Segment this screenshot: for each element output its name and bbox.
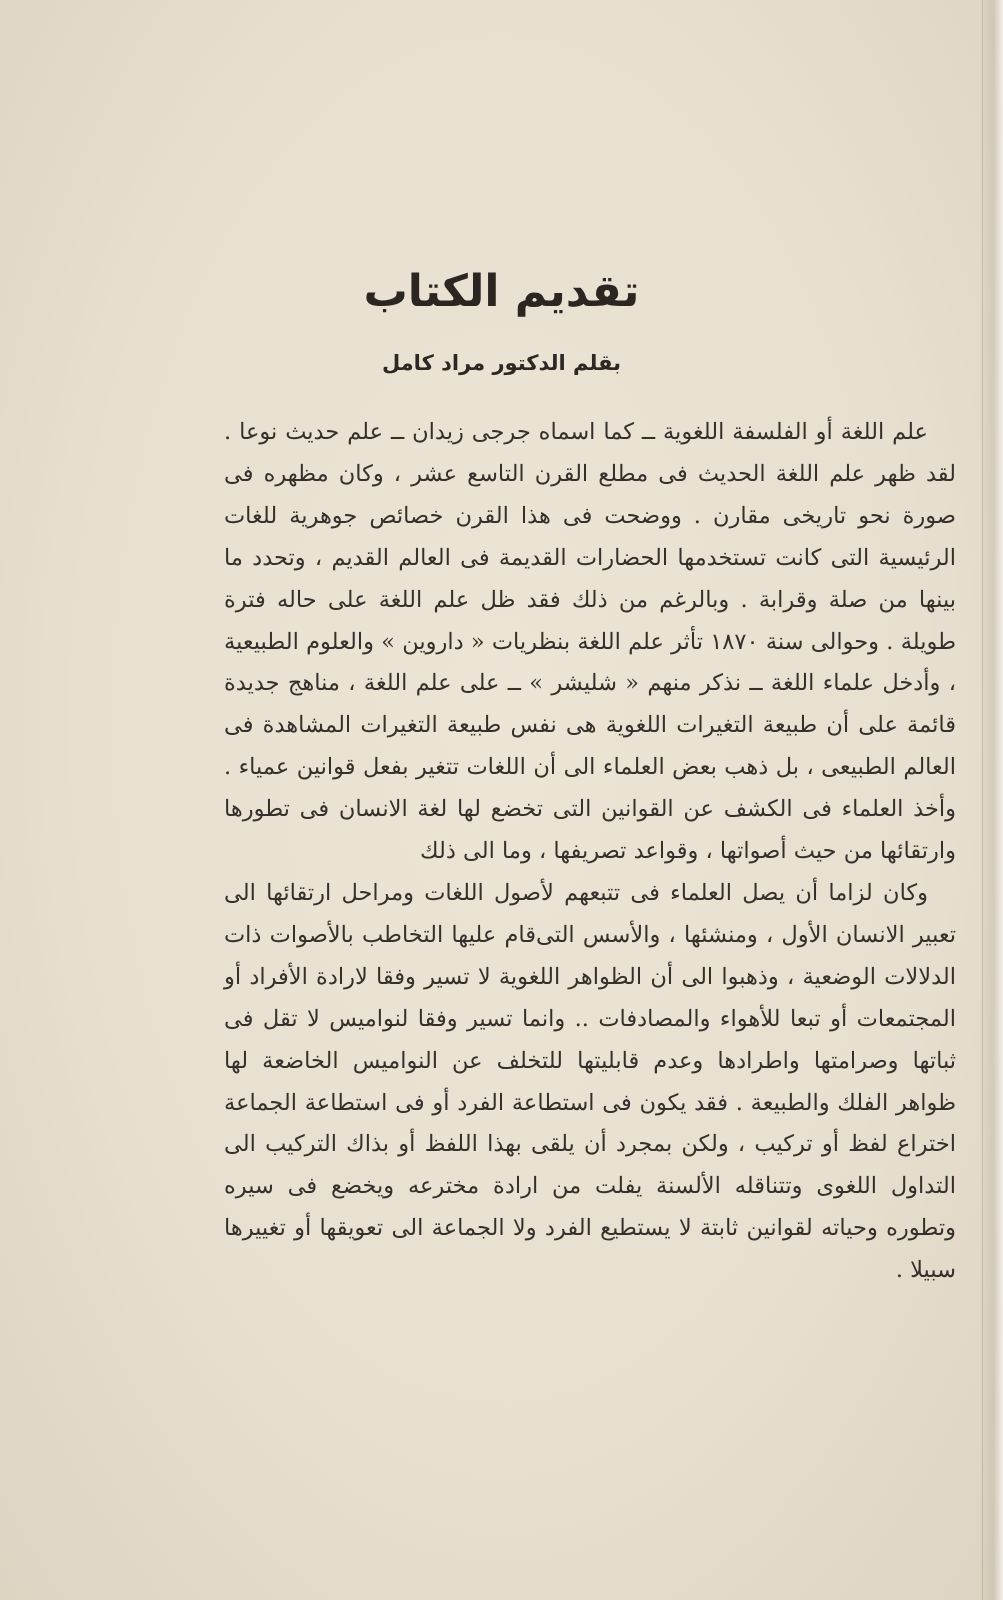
page-edge-shadow	[979, 0, 1003, 1600]
chapter-title: تقديم الكتاب	[363, 266, 640, 317]
body-text	[224, 412, 956, 1292]
paragraph-1: علم اللغة أو الفلسفة اللغوية ــ كما اسماه جرجى زيدان ــ علم حديث نوعا . لقد ظهر علم اللغة الحديث فى مطلع القرن التاسع عشر ، وكان مظهره فى صورة نحو تاريخى مقارن . ووضحت فى هذا القرن خصائص جوهرية للغات الرئيسية التى كانت تستخدمها الحضارات القديمة فى العالم القديم ، وتحدد ما بينها من صلة وقرابة . وبالرغم من ذلك فقد ظل علم اللغة على حاله فترة طويلة . وحوالى سنة ١٨٧٠ تأثر علم اللغة بنظريات « داروين » والعلوم الطبيعية ، وأدخل علماء اللغة ــ نذكر منهم « شليشر » ــ على علم اللغة ، مناهج جديدة قائمة على أن طبيعة التغيرات اللغوية هى نفس طبيعة التغيرات المشاهدة فى العالم الطبيعى ، بل ذهب بعض العلماء الى أن اللغات تتغير بفعل قوانين عمياء . وأخذ العلماء فى الكشف عن القوانين التى تخضع لها لغة الانسان فى تطورها وارتقائها من حيث أصواتها ، وقواعد تصريفها ، وما الى ذلك	[224, 419, 957, 865]
paragraph-2: وكان لزاما أن يصل العلماء فى تتبعهم لأصول اللغات ومراحل ارتقائها الى تعبير الانسان الأول ، ومنشئها ، والأسس التى‌قام عليها التخاطب بالأصوات ذات الدلالات الوضعية ، وذهبوا الى أن الظواهر اللغوية لا تسير وفقا لارادة الأفراد أو المجتمعات أو تبعا للأهواء والمصادفات .. وانما تسير وفقا لنواميس لا تقل فى ثباتها وصرامتها واطرادها وعدم قابليتها للتخلف عن النواميس الخاضعة لها ظواهر الفلك والطبيعة . فقد يكون فى استطاعة الفرد أو فى استطاعة الجماعة اختراع لفظ أو تركيب ، ولكن بمجرد أن يلقى بهذا اللفظ أو بذاك التركيب الى التداول اللغوى وتتناقله الألسنة يفلت من ارادة مخترعه ويخضع فى سيره وتطوره وحياته لقوانين ثابتة لا يستطيع الفرد ولا الجماعة الى تعويقها أو تغييرها سبيلا .	[224, 879, 956, 1284]
author-byline: بقلم الدكتور مراد كامل	[381, 351, 622, 375]
